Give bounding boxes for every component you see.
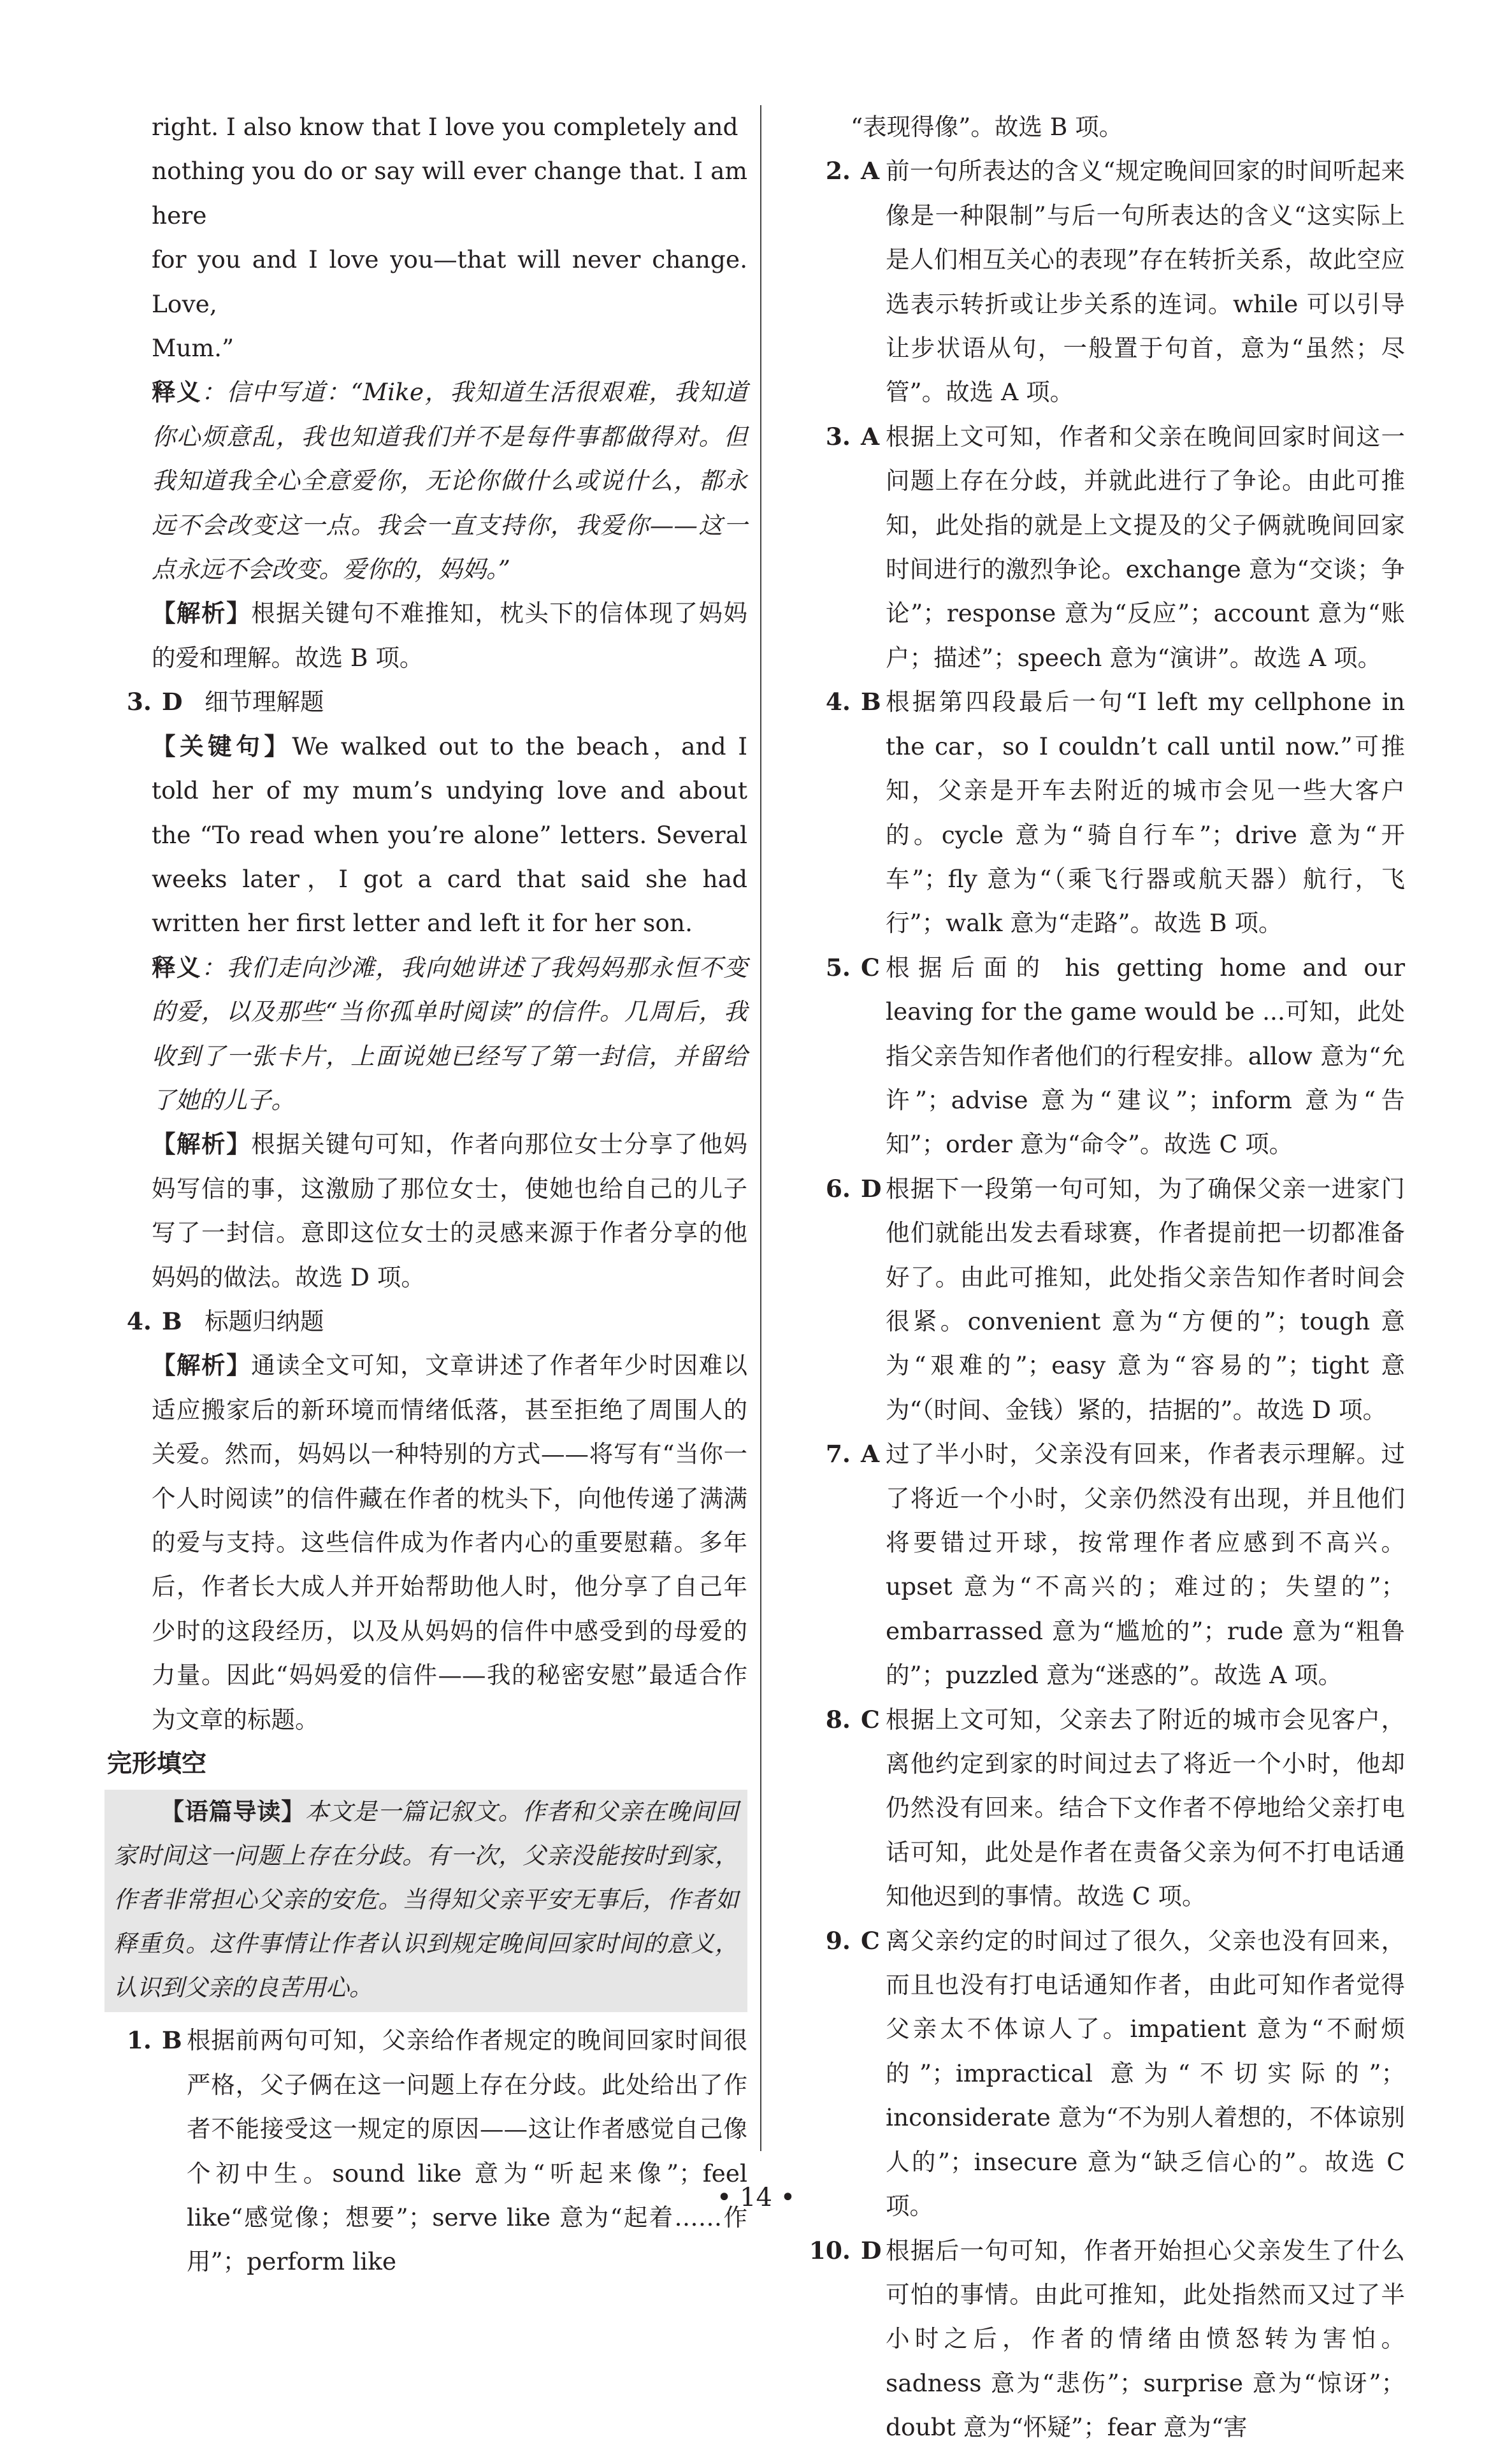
reading-question-3 [107,680,747,724]
analysis-label: 【解析】 [152,599,252,628]
cloze-question-3 [806,415,1405,680]
question-explanation: 前一句所表达的含义“规定晚间回家的时间听起来像是一种限制”与后一句所表达的含义“这实际上是人们相互关心的表现”存在转折关系，故此空应选表示转折或让步关系的连词。while 可以引导让步状语从句，一般置于句首，意为“虽然；尽管”。故选 A 项。 [886,157,1405,407]
question-explanation: 离父亲约定的时间过了很久，父亲也没有回来，而且也没有打电话通知作者，由此可知作者觉得父亲太不体谅人了。impatient 意为“不耐烦的”；impractical 意为“不切实际的”；inconsiderate 意为“不为别人着想的，不体谅别人的”；insecure 意为“缺乏信心的”。故选 C 项。 [886,1926,1405,2221]
q4-analysis: 【解析】通读全文可知，文章讲述了作者年少时因难以适应搬家后的新环境而情绪低落，甚至拒绝了周围人的关爱。然而，妈妈以一种特别的方式——将写有“当你一个人时阅读”的信件藏在作者的枕头下，向他传递了满满的爱与支持。这些信件成为作者内心的重要慰藉。多年后，作者长大成人并开始帮助他人时，他分享了自己年少时的这段经历，以及从妈妈的信件中感受到的母爱的力量。因此“妈妈爱的信件——我的秘密安慰”最适合作为文章的标题。 [152,1351,748,1734]
question-number: 6. [825,1174,851,1203]
cloze-question-4 [806,680,1405,945]
cloze-question-2 [806,149,1405,414]
question-explanation: 根据第四段最后一句“I left my cellphone in the car，so I couldn’t call until now.”可推知，父亲是开车去附近的城市会见一些大客户的。cycle 意为“骑自行车”；drive 意为“开车”；fly 意为“（乘飞行器或航天器）航行，飞行”；walk 意为“走路”。故选 B 项。 [886,688,1405,938]
answer-letter: A [861,1440,880,1468]
cloze-question-8 [806,1698,1405,1919]
question-type: 细节理解题 [205,688,324,716]
left-column [107,105,747,2284]
page-number: • 14 • [716,2183,796,2212]
question-number: 10. [809,2236,851,2265]
q3-translation: 释义：我们走向沙滩，我向她讲述了我妈妈那永恒不变的爱，以及那些“当你孤单时阅读”的信件。几周后，我收到了一张卡片，上面说她已经写了第一封信，并留给了她的儿子。 [152,953,748,1114]
question-explanation: 过了半小时，父亲没有回来，作者表示理解。过了将近一个小时，父亲仍然没有出现，并且他们将要错过开球，按常理作者应感到不高兴。upset 意为“不高兴的；难过的；失望的”；embarrassed 意为“尴尬的”；rude 意为“粗鲁的”；puzzled 意为“迷惑的”。故选 A 项。 [886,1440,1405,1690]
question-explanation: 根据后一句可知，作者开始担心父亲发生了什么可怕的事情。由此可推知，此处指然而又过了半小时之后，作者的情绪由愤怒转为害怕。sadness 意为“悲伤”；surprise 意为“惊讶”；doubt 意为“怀疑”；fear 意为“害 [886,2236,1405,2442]
q2-translation: 释义：信中写道：“Mike，我知道生活很艰难，我知道你心烦意乱，我也知道我们并不是每件事都做得对。但我知道我全心全意爱你，无论你做什么或说什么，都永远不会改变这一点。我会一直支持你，我爱你——这一点永远不会改变。爱你的，妈妈。” [152,378,748,584]
question-explanation: 根据上文可知，作者和父亲在晚间回家时间这一问题上存在分歧，并就此进行了争论。由此可推知，此处指的就是上文提及的父子俩就晚间回家时间进行的激烈争论。exchange 意为“交谈；争论”；response 意为“反应”；account 意为“账户；描述”；speech 意为“演讲”。故选 A 项。 [886,422,1405,672]
question-number: 5. [825,953,851,982]
letter-line: for you and I love you—that will never change. Love, [152,245,747,318]
question-explanation: 根据上文可知，父亲去了附近的城市会见客户，离他约定到家的时间过去了将近一个小时，他却仍然没有回来。结合下文作者不停地给父亲打电话可知，此处是作者在责备父亲为何不打电话通知他迟到的事情。故选 C 项。 [886,1705,1405,1911]
cloze-question-10 [806,2229,1405,2450]
answer-letter: C [861,1926,880,1955]
question-explanation: 根据后面的 his getting home and our leaving for the game would be ...可知，此处指父亲告知作者他们的行程安排。allow 意为“允许”；advise 意为“建议”；inform 意为“告知”；order 意为“命令”。故选 C 项。 [886,953,1406,1159]
letter-line: right. I also know that I love you completely and [152,113,738,141]
question-number: 3. [126,688,152,716]
q3-key-sentence: 【关键句】We walked out to the beach，and I told her of my mum’s undying love and about the “To read when you’re alone” letters. Several weeks later，I got a card that said she had written her first letter and left it for her son. [152,732,748,938]
question-number: 3. [825,422,851,451]
answer-letter: D [861,1174,882,1203]
letter-line: nothing you do or say will ever change that. I am here [152,157,747,229]
answer-letter: D [162,688,183,716]
answer-letter: A [861,422,880,451]
question-number: 9. [825,1926,851,1955]
question-number: 1. [126,2026,152,2055]
answer-letter: A [861,157,880,185]
q2-analysis: 【解析】根据关键句不难推知，枕头下的信体现了妈妈的爱和理解。故选 B 项。 [152,599,748,672]
right-column [806,105,1405,2450]
question-explanation: 根据下一段第一句可知，为了确保父亲一进家门他们就能出发去看球赛，作者提前把一切都准备好了。由此可推知，此处指父亲告知作者时间会很紧。convenient 意为“方便的”；tough 意为“艰难的”；easy 意为“容易的”；tight 意为“（时间、金钱）紧的，拮据的”。故选 D 项。 [886,1174,1405,1424]
question-number: 7. [825,1440,851,1468]
passage-guide: 【语篇导读】本文是一篇记叙文。作者和父亲在晚间回家时间这一问题上存在分歧。有一次，父亲没能按时到家，作者非常担心父亲的安危。当得知父亲平安无事后，作者如释重负。这件事情让作者认识到规定晚间回家时间的意义，认识到父亲的良苦用心。 [113,1797,739,2002]
answer-letter: B [162,2026,182,2055]
cloze-question-5 [806,946,1405,1167]
answer-letter: D [861,2236,882,2265]
question-type: 标题归纳题 [205,1307,324,1335]
q3-analysis: 【解析】根据关键句可知，作者向那位女士分享了他妈妈写信的事，这激励了那位女士，使她也给自己的儿子写了一封信。意即这位女士的灵感来源于作者分享的他妈妈的做法。故选 D 项。 [152,1130,748,1291]
question-explanation: 根据前两句可知，父亲给作者规定的晚间回家时间很严格，父子俩在这一问题上存在分歧。此处给出了作者不能接受这一规定的原因——这让作者感觉自己像个初中生。sound like 意为“听起来像”；feel like“感觉像；想要”；serve like 意为“起着……作用”；perform like [187,2026,747,2276]
section-title: 完形填空 [107,1750,207,1779]
question-number: 4. [825,688,851,716]
question-number: 2. [825,157,851,185]
answer-letter: B [162,1307,182,1335]
reading-question-4 [107,1300,747,1344]
cloze-question-1 [107,2019,747,2284]
cloze-question-6 [806,1167,1405,1432]
answer-letter: C [861,953,880,982]
cloze-1-continuation: “表现得像”。故选 B 项。 [851,113,1123,141]
passage-guide-box [104,1790,747,2012]
translation-label: 释义 [152,378,202,407]
question-number: 8. [825,1705,851,1734]
column-divider [760,105,761,2151]
question-number: 4. [126,1307,152,1335]
answer-letter: B [861,688,881,716]
cloze-question-7 [806,1432,1405,1697]
letter-line: Mum.” [152,334,234,363]
letter-excerpt [107,105,747,370]
answer-letter: C [861,1705,880,1734]
